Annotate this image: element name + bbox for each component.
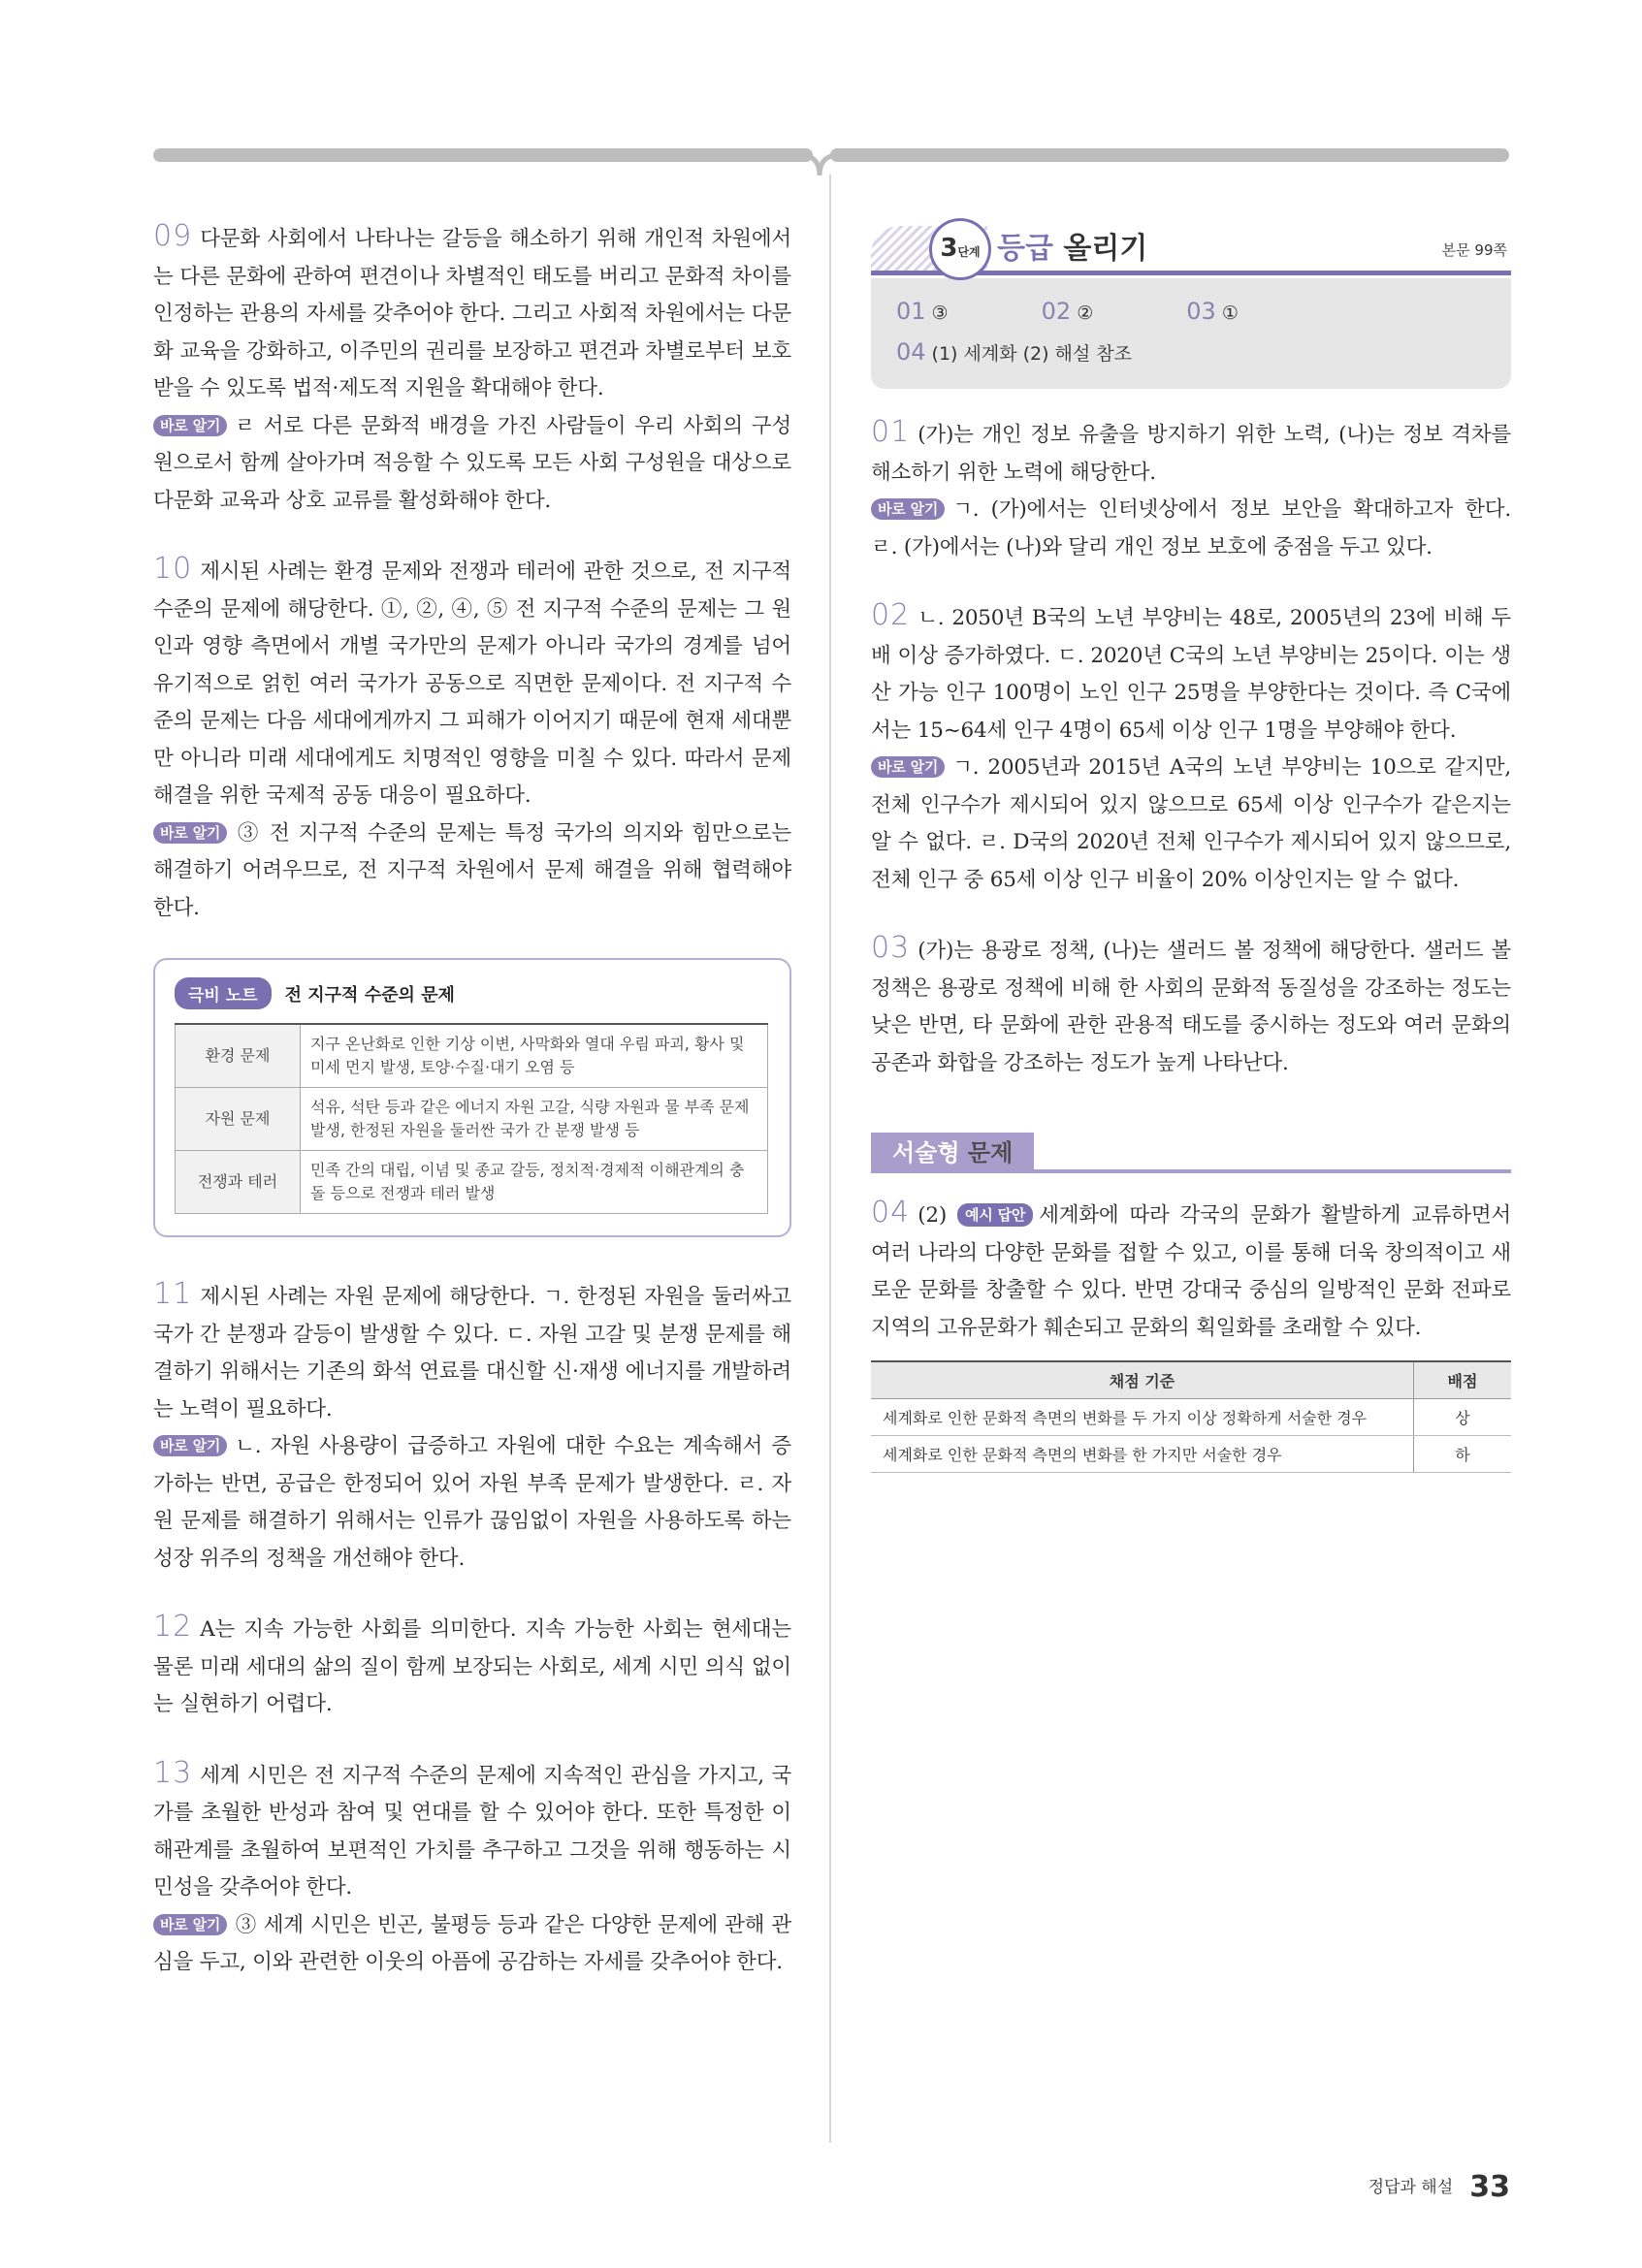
explanation-text: A는 지속 가능한 사회를 의미한다. 지속 가능한 사회는 현세대는 물론 미래 세대의 삶의 질이 함께 보장되는 사회로, 세계 시민 의식 없이는 실현하기 어렵다. xyxy=(153,1617,791,1716)
note-title: 전 지구적 수준의 문제 xyxy=(284,984,455,1006)
question-number: 04 xyxy=(871,1196,911,1230)
note-header xyxy=(175,977,768,1009)
question-12 xyxy=(153,1609,791,1724)
answer-value: ① xyxy=(1221,303,1239,324)
answer-item xyxy=(1042,292,1094,333)
descriptive-title-2: 문제 xyxy=(967,1139,1014,1166)
correction-text: ③ 세계 시민은 빈곤, 불평등 등과 같은 다양한 문제에 관해 관심을 두고, 이와 관련한 이웃의 아픔에 공감하는 자세를 갖추어야 한다. xyxy=(153,1912,791,1974)
answer-value: (1) 세계화 (2) 해설 참조 xyxy=(931,343,1133,365)
question-10 xyxy=(153,551,791,927)
stage-number: 3 xyxy=(940,234,958,263)
criteria-cell: 세계화로 인한 문화적 측면의 변화를 두 가지 이상 정확하게 서술한 경우 xyxy=(871,1399,1414,1436)
question-number: 12 xyxy=(153,1610,193,1644)
correction-badge: 바로 알기 xyxy=(153,415,227,436)
answer-number: 04 xyxy=(896,338,926,366)
score-cell: 하 xyxy=(1414,1436,1512,1473)
descriptive-title-1: 서술형 xyxy=(892,1139,960,1166)
question-number: 11 xyxy=(153,1277,193,1311)
correction-text: ㄹ 서로 다른 문화적 배경을 가진 사람들이 우리 사회의 구성원으로서 함께 살아가며 적응할 수 있도록 모든 사회 구성원을 대상으로 다문화 교육과 상호 교류를 활성화해야 한다. xyxy=(153,413,791,513)
top-rule-right xyxy=(830,148,1509,162)
score-cell: 상 xyxy=(1414,1399,1512,1436)
secret-note-box xyxy=(153,958,791,1237)
correction-text: ㄴ. 자원 사용량이 급증하고 자원에 대한 수요는 계속해서 증가하는 반면, 공급은 한정되어 있어 자원 부족 문제가 발생한다. ㄹ. 자원 문제를 해결하기 위해서는 인류가 끊임없이 자원을 사용하도록 하는 성장 위주의 정책을 개선해야 한다. xyxy=(153,1434,791,1571)
question-13 xyxy=(153,1755,791,1982)
answer-number: 02 xyxy=(1041,298,1072,325)
question-number: 03 xyxy=(871,931,911,965)
answer-value: ② xyxy=(1077,303,1094,324)
correction-text: ㄱ. (가)에서는 인터넷상에서 정보 보안을 확대하고자 한다. ㄹ. (가)에서는 (나)와 달리 개인 정보 보호에 중점을 두고 있다. xyxy=(871,497,1511,559)
descriptive-header xyxy=(871,1133,1511,1177)
column-divider xyxy=(829,175,831,2143)
row-key: 전쟁과 테러 xyxy=(176,1151,301,1214)
question-02 xyxy=(871,597,1511,899)
explanation-text: 제시된 사례는 환경 문제와 전쟁과 테러에 관한 것으로, 전 지구적 수준의 문제에 해당한다. ①, ②, ④, ⑤ 전 지구적 수준의 문제는 그 원인과 영향 측면에서 개별 국가만의 문제가 아니라 국가의 경계를 넘어 유기적으로 얽힌 여러 국가가 공동으로 직면한 문제이다. 전 지구적 수준의 문제는 다음 세대에게까지 그 피해가 이어지기 때문에 현재 세대뿐만 아니라 미래 세대에게도 치명적인 영향을 미칠 수 있다. 따라서 문제 해결을 위한 국제적 공동 대응이 필요하다. xyxy=(153,559,791,808)
note-table xyxy=(175,1023,768,1214)
example-answer-badge: 예시 답안 xyxy=(957,1203,1033,1227)
top-rule-notch xyxy=(800,148,839,177)
correction-badge: 바로 알기 xyxy=(153,822,227,844)
page-number: 33 xyxy=(1469,2170,1510,2204)
table-row xyxy=(871,1399,1511,1436)
note-badge: 극비 노트 xyxy=(175,977,272,1009)
footer-label: 정답과 해설 xyxy=(1368,2178,1454,2197)
correction-badge: 바로 알기 xyxy=(153,1435,227,1456)
question-09 xyxy=(153,218,791,520)
row-value: 석유, 석탄 등과 같은 에너지 자원 고갈, 식량 자원과 물 부족 문제 발생, 한정된 자원을 둘러싼 국가 간 분쟁 발생 등 xyxy=(301,1088,768,1151)
explanation-text: (가)는 용광로 정책, (나)는 샐러드 볼 정책에 해당한다. 샐러드 볼 정책은 용광로 정책에 비해 한 사회의 문화적 동질성을 강조하는 정도는 낮은 반면, 타 문화에 관한 관용적 태도를 중시하는 정도와 여러 문화의 공존과 화합을 강조하는 정도가 높게 나타난다. xyxy=(871,939,1511,1075)
header-criteria: 채점 기준 xyxy=(871,1361,1414,1399)
answer-item xyxy=(896,333,1132,373)
correction-text: ㄱ. 2005년과 2015년 A국의 노년 부양비는 10으로 같지만, 전체 인구수가 제시되어 있지 않으므로 65세 이상 인구수가 같은지는 알 수 없다. ㄹ. D국의 2020년 전체 인구수가 제시되어 있지 않으므로, 전체 인구 중 65세 이상 인구 비율이 20% 이상인지는 알 수 없다. xyxy=(871,755,1511,892)
correction-text: ③ 전 지구적 수준의 문제는 특정 국가의 의지와 힘만으로는 해결하기 어려우므로, 전 지구적 차원에서 문제 해결을 위해 협력해야 한다. xyxy=(153,820,791,920)
answer-number: 03 xyxy=(1186,298,1216,325)
table-row xyxy=(176,1088,768,1151)
sub-question: (2) xyxy=(918,1203,948,1228)
correction-badge: 바로 알기 xyxy=(153,1914,227,1935)
question-number: 13 xyxy=(153,1755,193,1790)
explanation-text: 세계화에 따라 각국의 문화가 활발하게 교류하면서 여러 나라의 다양한 문화를 접할 수 있고, 이를 통해 더욱 창의적이고 새로운 문화를 창출할 수 있다. 반면 강대국 중심의 일방적인 문화 전파로 지역의 고유문화가 훼손되고 문화의 획일화를 초래할 수 있다. xyxy=(871,1203,1511,1340)
row-value: 민족 간의 대립, 이념 및 종교 갈등, 정치적·경제적 이해관계의 충돌 등으로 전쟁과 테러 발생 xyxy=(301,1151,768,1214)
left-column xyxy=(153,218,791,2013)
table-row xyxy=(176,1151,768,1214)
row-value: 지구 온난화로 인한 기상 이변, 사막화와 열대 우림 파괴, 황사 및 미세 먼지 발생, 토양·수질·대기 오염 등 xyxy=(301,1024,768,1088)
page-footer xyxy=(1368,2170,1510,2204)
row-key: 환경 문제 xyxy=(176,1024,301,1088)
row-key: 자원 문제 xyxy=(176,1088,301,1151)
stage-badge xyxy=(929,218,991,280)
answer-key xyxy=(871,278,1511,389)
question-03 xyxy=(871,930,1511,1082)
question-number: 02 xyxy=(871,598,911,632)
question-11 xyxy=(153,1276,791,1578)
explanation-text: 다문화 사회에서 나타나는 갈등을 해소하기 위해 개인적 차원에서는 다른 문화에 관하여 편견이나 차별적인 태도를 버리고 문화적 차이를 인정하는 관용의 자세를 갖추어야 한다. 그리고 사회적 차원에서는 다문화 교육을 강화하고, 이주민의 권리를 보장하고 편견과 차별로부터 보호받을 수 있도록 법적·제도적 지원을 확대해야 한다. xyxy=(153,227,791,400)
top-rule-left xyxy=(153,148,813,162)
question-number: 09 xyxy=(153,219,193,253)
stage-unit: 단계 xyxy=(957,245,981,259)
descriptive-title xyxy=(871,1133,1034,1173)
right-column xyxy=(871,218,1511,1504)
correction-badge: 바로 알기 xyxy=(871,756,945,778)
stage-title-1: 등급 xyxy=(997,232,1053,266)
stage-title-2: 올리기 xyxy=(1063,232,1148,266)
stage-title xyxy=(997,224,1147,267)
question-number: 10 xyxy=(153,552,193,586)
correction-badge: 바로 알기 xyxy=(871,498,945,520)
explanation-text: 제시된 사례는 자원 문제에 해당한다. ㄱ. 한정된 자원을 둘러싸고 국가 간 분쟁과 갈등이 발생할 수 있다. ㄷ. 자원 고갈 및 분쟁 문제를 해결하기 위해서는 기존의 화석 연료를 대신할 신·재생 에너지를 개발하려는 노력이 필요하다. xyxy=(153,1285,791,1421)
explanation-text: 세계 시민은 전 지구적 수준의 문제에 지속적인 관심을 가지고, 국가를 초월한 반성과 참여 및 연대를 할 수 있어야 한다. 또한 특정한 이해관계를 초월하여 보편적인 가치를 추구하고 그것을 위해 행동하는 시민성을 갖추어야 한다. xyxy=(153,1763,791,1900)
stage-header xyxy=(871,218,1511,278)
answer-number: 01 xyxy=(896,298,926,325)
page-reference: 본문 99쪽 xyxy=(1441,241,1507,259)
explanation-text: (가)는 개인 정보 유출을 방지하기 위한 노력, (나)는 정보 격차를 해소하기 위한 노력에 해당한다. xyxy=(871,423,1511,485)
scoring-table xyxy=(871,1360,1511,1473)
table-row xyxy=(176,1024,768,1088)
answer-item xyxy=(896,292,949,333)
question-01 xyxy=(871,414,1511,566)
table-header xyxy=(871,1361,1511,1399)
criteria-cell: 세계화로 인한 문화적 측면의 변화를 한 가지만 서술한 경우 xyxy=(871,1436,1414,1473)
header-score: 배점 xyxy=(1414,1361,1512,1399)
answer-value: ③ xyxy=(931,303,949,324)
question-number: 01 xyxy=(871,415,911,449)
question-04 xyxy=(871,1195,1511,1473)
explanation-text: ㄴ. 2050년 B국의 노년 부양비는 48로, 2005년의 23에 비해 두 배 이상 증가하였다. ㄷ. 2020년 C국의 노년 부양비는 25이다. 이는 생산 가능 인구 100명이 노인 인구 25명을 부양한다는 것이다. 즉 C국에서는 15~64세 인구 4명이 65세 이상 인구 1명을 부양해야 한다. xyxy=(871,606,1511,743)
table-row xyxy=(871,1436,1511,1473)
answer-item xyxy=(1186,292,1239,333)
